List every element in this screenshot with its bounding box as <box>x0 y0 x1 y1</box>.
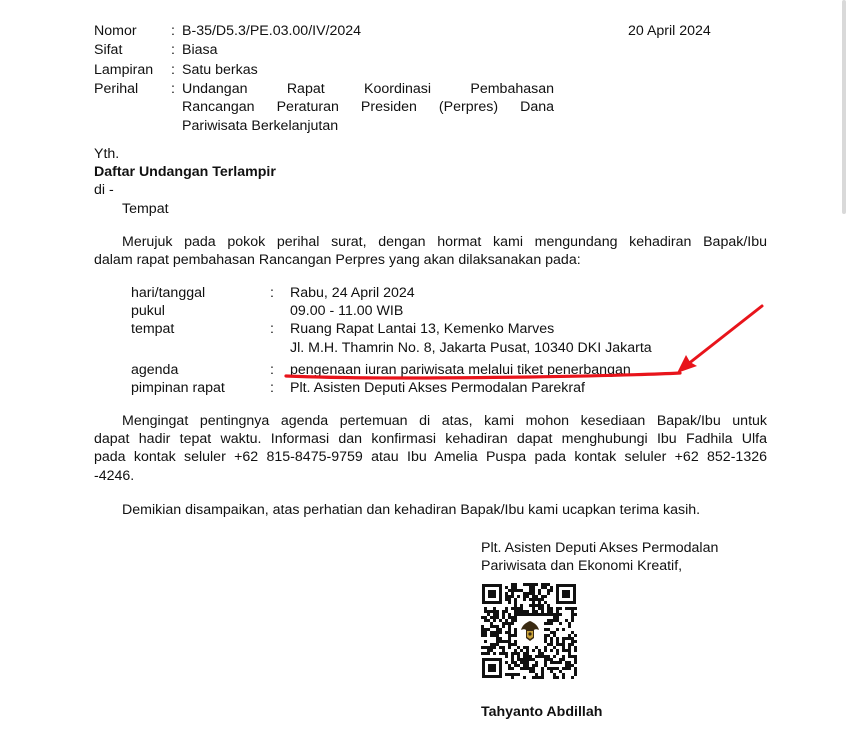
garuda-emblem-icon <box>519 619 541 643</box>
schedule-colon-hari: : <box>270 285 274 301</box>
info-line-1: Mengingat pentingnya agenda pertemuan di atas, kami mohon kesediaan Bapak/Ibu untuk <box>122 413 767 429</box>
schedule-label-hari: hari/tanggal <box>131 285 206 301</box>
annotation-arrow-shaft <box>683 306 762 368</box>
lampiran-label: Lampiran <box>94 62 154 78</box>
schedule-colon-tempat: : <box>270 321 274 337</box>
schedule-label-tempat: tempat <box>131 321 175 337</box>
addressee-tempat: Tempat <box>122 201 169 217</box>
intro-line-1: Merujuk pada pokok perihal surat, dengan hormat kami mengundang kehadiran Bapak/Ibu <box>122 234 767 250</box>
schedule-value-address: Jl. M.H. Thamrin No. 8, Jakarta Pusat, 10340 DKI Jakarta <box>290 340 652 356</box>
sifat-colon: : <box>171 42 175 58</box>
schedule-value-tempat: Ruang Rapat Lantai 13, Kemenko Marves <box>290 321 555 337</box>
schedule-colon-agenda: : <box>270 362 274 378</box>
schedule-value-hari: Rabu, 24 April 2024 <box>290 285 415 301</box>
perihal-colon: : <box>171 81 175 97</box>
schedule-value-pukul: 09.00 - 11.00 WIB <box>290 303 404 319</box>
addressee-di: di - <box>94 182 114 198</box>
info-line-4: -4246. <box>94 468 135 484</box>
nomor-value: B-35/D5.3/PE.03.00/IV/2024 <box>182 23 362 39</box>
sifat-value: Biasa <box>182 42 218 58</box>
closing-sentence: Demikian disampaikan, atas perhatian dan kehadiran Bapak/Ibu kami ucapkan terima kasih. <box>122 502 701 518</box>
schedule-label-pimpinan: pimpinan rapat <box>131 380 225 396</box>
signature-title-line-1: Plt. Asisten Deputi Akses Permodalan <box>481 540 719 556</box>
letter-date: 20 April 2024 <box>628 23 711 39</box>
lampiran-value: Satu berkas <box>182 62 258 78</box>
schedule-colon-pimpinan: : <box>270 380 274 396</box>
sifat-label: Sifat <box>94 42 123 58</box>
addressee-yth: Yth. <box>94 146 120 162</box>
info-line-2: dapat hadir tepat waktu. Informasi dan konfirmasi kehadiran dapat menghubungi Ibu Fadhila Ulfa <box>94 431 767 447</box>
addressee-recipient: Daftar Undangan Terlampir <box>94 164 276 180</box>
signature-title-line-2: Pariwisata dan Ekonomi Kreatif, <box>481 558 683 574</box>
schedule-value-agenda: pengenaan iuran pariwisata melalui tiket penerbangan <box>290 362 631 378</box>
nomor-colon: : <box>171 23 175 39</box>
schedule-label-agenda: agenda <box>131 362 179 378</box>
info-line-3: pada kontak seluler +62 815-8475-9759 atau Ibu Amelia Puspa pada kontak seluler +62 852-1326 <box>94 449 767 465</box>
annotation-arrow-head <box>677 355 697 373</box>
perihal-label: Perihal <box>94 81 139 97</box>
intro-line-2: dalam rapat pembahasan Rancangan Perpres yang akan dilaksanakan pada: <box>94 252 581 268</box>
lampiran-colon: : <box>171 62 175 78</box>
scrollbar-thumb[interactable] <box>842 0 846 214</box>
perihal-line-1: Undangan Rapat Koordinasi Pembahasan <box>182 81 554 97</box>
scrollbar-track[interactable] <box>837 0 849 749</box>
perihal-line-2: Rancangan Peraturan Presiden (Perpres) Dana <box>182 99 554 115</box>
qr-code-signature-icon <box>481 583 577 679</box>
schedule-value-pimpinan: Plt. Asisten Deputi Akses Permodalan Parekraf <box>290 380 585 396</box>
schedule-label-pukul: pukul <box>131 303 165 319</box>
nomor-label: Nomor <box>94 23 137 39</box>
perihal-line-3: Pariwisata Berkelanjutan <box>182 118 339 134</box>
signatory-name: Tahyanto Abdillah <box>481 704 603 720</box>
